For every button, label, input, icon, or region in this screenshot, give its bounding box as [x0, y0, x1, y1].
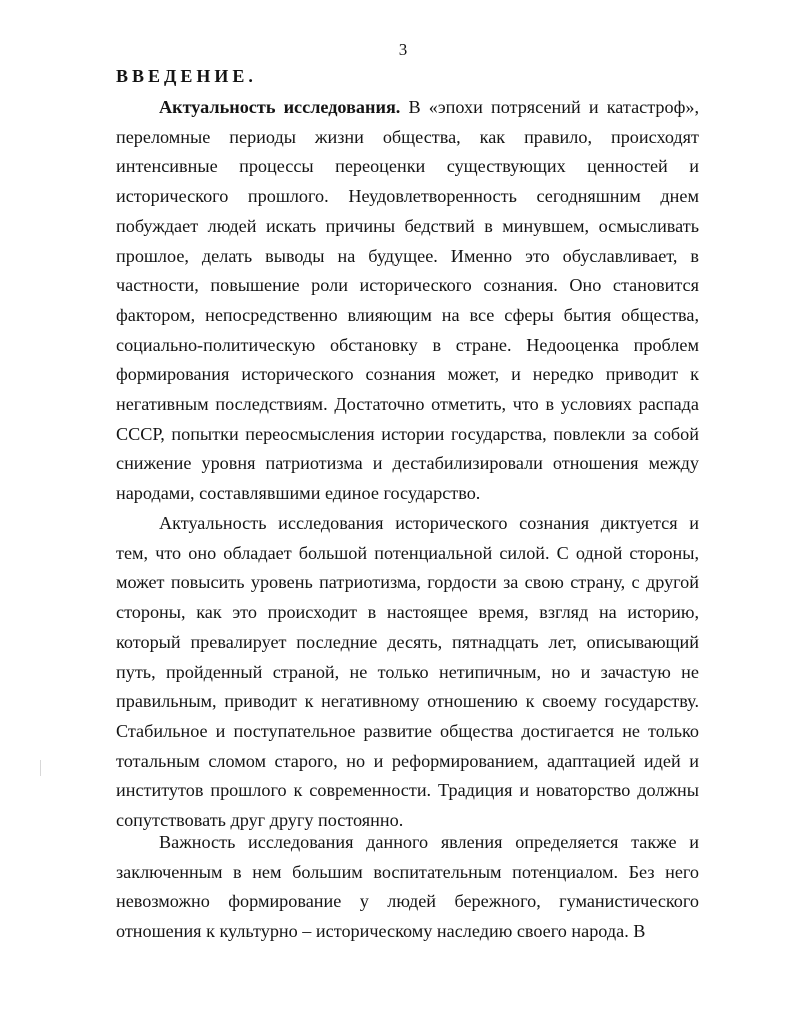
page-number: 3	[398, 40, 408, 59]
paragraph-importance: Важность исследования данного явления определяется также и заключенным в нем большим воспитательным потенциалом. Без него невозможно формирование у людей бережного, гуманистического отношения к культурно – историческому наследию своего народа. В	[116, 832, 699, 942]
paragraph-lead: Актуальность исследования.	[159, 97, 401, 117]
paragraph-historical-consciousness: Актуальность исследования исторического сознания диктуется и тем, что оно обладает большой потенциальной силой. С одной стороны, может повысить уровень патриотизма, гордости за свою страну, с другой стороны, как это происходит в настоящее время, взгляд на историю, который превалирует последние десять, пятнадцать лет, описывающий путь, пройденный страной, не только нетипичным, но и зачастую не правильным, приводит к негативному отношению к своему государству. Стабильное и поступательное развитие общества достигается не только тотальным сломом старого, но и реформированием, адаптацией идей и институтов прошлого к современности. Традиция и новаторство должны сопутствовать друг другу постоянно.	[116, 513, 699, 831]
section-heading: ВВЕДЕНИЕ.	[116, 66, 257, 86]
paragraph-text: В «эпохи потрясений и катастроф», переломные периоды жизни общества, как правило, происходят интенсивные процессы переоценки существующих ценностей и исторического прошлого. Неудовлетворенность сегодняшним днем побуждает людей искать причины бедствий в минувшем, осмысливать прошлое, делать выводы на будущее. Именно это обуславливает, в частности, повышение роли исторического сознания. Оно становится фактором, непосредственно влияющим на все сферы бытия общества, социально-политическую обстановку в стране. Недооценка проблем формирования исторического сознания может, и нередко приводит к негативным последствиям. Достаточно отметить, что в условиях распада СССР, попытки переосмысления истории государства, повлекли за собой снижение уровня патриотизма и дестабилизировали отношения между народами, составлявшими единое государство.	[116, 97, 699, 504]
scan-margin-mark	[40, 760, 41, 776]
paragraph-relevance	[116, 93, 699, 509]
